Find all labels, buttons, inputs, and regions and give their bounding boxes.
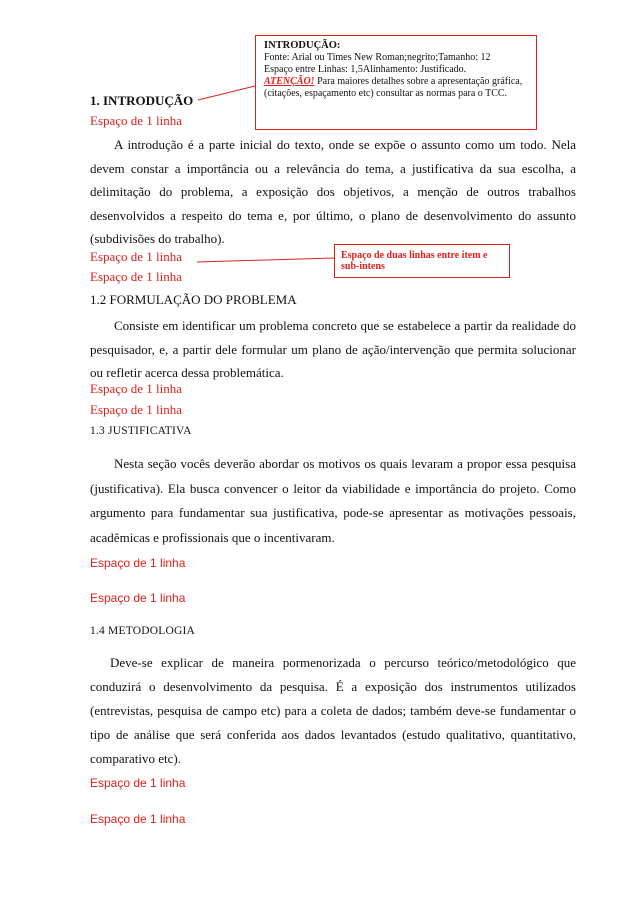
space-note-a1: Espaço de 1 linha [90, 249, 183, 264]
callout-attention-text: Para maiores detalhes sobre a apresentação gráfica, (citações, espaçamento etc) consultar as normas para o TCC. [264, 76, 523, 99]
intro-format-callout [255, 35, 537, 130]
intro-paragraph: A introdução é a parte inicial do texto, onde se expõe o assunto como um todo. Nela devem constar a importância ou a relevância do tema, a justificativa da sua escolha, a delimitação do problema, a exposição dos objetivos, a menção de outros trabalhos desenvolvidos a respeito do tema e, por último, o plano de desenvolvimento do assunto (subdivisões do trabalho). [90, 137, 576, 246]
space-note-b1: Espaço de 1 linha [90, 381, 183, 396]
justificativa-heading: 1.3 JUSTIFICATIVA [90, 425, 192, 437]
space-note-a2: Espaço de 1 linha [90, 269, 183, 284]
space-note-d2: Espaço de 1 linha [90, 812, 186, 826]
spacing-callout: Espaço de duas linhas entre item e sub-intens [334, 244, 510, 278]
space-note-c1: Espaço de 1 linha [90, 556, 186, 570]
space-note-d1: Espaço de 1 linha [90, 776, 186, 790]
callout-attention-line [264, 76, 528, 100]
space-note-c2: Espaço de 1 linha [90, 591, 186, 605]
formulacao-heading: 1.2 FORMULAÇÃO DO PROBLEMA [90, 292, 297, 307]
metodologia-heading: 1.4 METODOLOGIA [90, 625, 196, 637]
intro-callout-connector [198, 86, 255, 100]
callout-spacing-line: Espaço entre Linhas: 1,5Alinhamento: Justificado. [264, 64, 467, 75]
callout-attention-label: ATENÇÃO! [264, 76, 315, 87]
spacing-callout-connector [197, 258, 334, 262]
formulacao-paragraph: Consiste em identificar um problema concreto que se estabelece a partir da realidade do pesquisador, e, a partir dele formular um plano de ação/intervenção que permita solucionar ou refletir acerca dessa problemática. [90, 318, 576, 380]
callout-font-line: Fonte: Arial ou Times New Roman;negrito;Tamanho: 12 [264, 52, 491, 63]
intro-heading: 1. INTRODUÇÃO [90, 93, 194, 108]
intro-space-note: Espaço de 1 linha [90, 113, 183, 128]
justificativa-paragraph: Nesta seção vocês deverão abordar os motivos os quais levaram a propor essa pesquisa (justificativa). Ela busca convencer o leitor da viabilidade e importância do projeto. Como argumento para fundamentar sua justificativa, pode-se apresentar as motivações pessoais, acadêmicas e profissionais que o incentivaram. [90, 456, 576, 545]
callout-title: INTRODUÇÃO: [264, 40, 341, 51]
metodologia-paragraph: Deve-se explicar de maneira pormenorizada o percurso teórico/metodológico que conduzirá o desenvolvimento da pesquisa. É a exposição dos instrumentos utilizados (entrevistas, pesquisa de campo etc) para a coleta de dados; também deve-se fundamentar o tipo de análise que será conferida aos dados levantados (estudo qualitativo, quantitativo, comparativo etc). [90, 655, 576, 766]
space-note-b2: Espaço de 1 linha [90, 402, 183, 417]
